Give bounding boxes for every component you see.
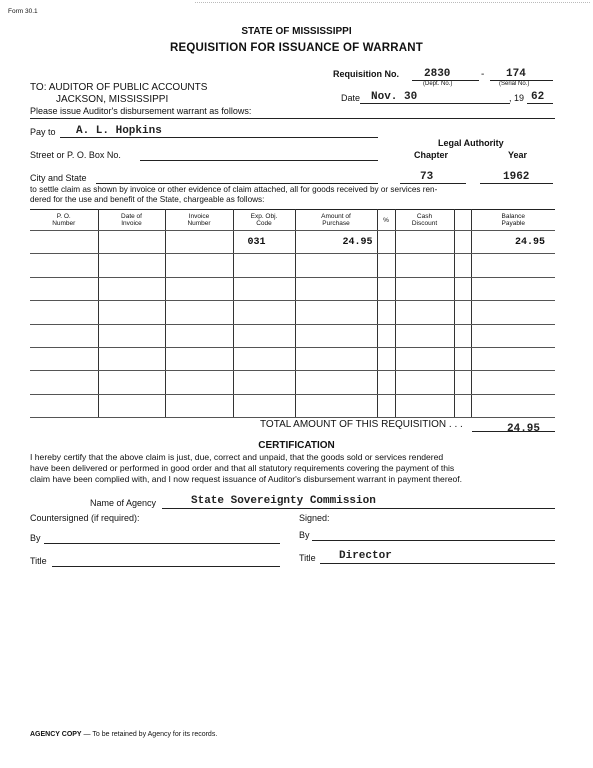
table-cell	[377, 324, 395, 347]
to-line-3: Please issue Auditor's disbursement warrant as follows:	[30, 106, 252, 116]
by-left-label: By	[30, 533, 41, 543]
pay-to-label: Pay to	[30, 127, 56, 137]
table-cell	[471, 324, 555, 347]
table-cell	[165, 277, 233, 300]
table-cell	[471, 371, 555, 394]
table-cell	[471, 254, 555, 277]
pay-to-line	[60, 137, 378, 138]
table-cell	[395, 394, 454, 417]
city-state-line	[96, 183, 378, 184]
table-cell	[165, 254, 233, 277]
settle-text-line-2: dered for the use and benefit of the State, chargeable as follows:	[30, 195, 265, 204]
title-right-label: Title	[299, 553, 316, 563]
charge-table	[30, 209, 555, 418]
table-cell	[377, 277, 395, 300]
date-label: Date	[341, 93, 361, 103]
total-label: TOTAL AMOUNT OF THIS REQUISITION . . .	[260, 419, 463, 430]
table-cell-amount: 24.95	[295, 231, 377, 254]
date-value: Nov. 30	[371, 91, 418, 103]
table-cell	[377, 231, 395, 254]
countersigned-label: Countersigned (if required):	[30, 513, 140, 523]
certification-heading: CERTIFICATION	[258, 440, 335, 451]
table-cell	[454, 231, 471, 254]
table-cell	[454, 347, 471, 370]
table-header-row	[30, 210, 555, 231]
year-label: Year	[508, 150, 528, 160]
state-heading: STATE OF MISSISSIPPI	[241, 26, 352, 37]
table-cell	[395, 254, 454, 277]
table-cell	[454, 371, 471, 394]
table-cell	[454, 324, 471, 347]
table-cell	[165, 371, 233, 394]
table-cell	[233, 301, 295, 324]
table-cell	[233, 324, 295, 347]
table-row	[30, 347, 555, 370]
table-cell	[395, 301, 454, 324]
authority-year-value: 1962	[503, 171, 530, 183]
certification-line-2: have been delivered or performed in good order and that all statutory requirements covering the payment of this	[30, 463, 455, 473]
requisition-dash: -	[481, 69, 485, 80]
authority-year-line	[480, 183, 553, 184]
form-number: Form 30.1	[8, 8, 38, 15]
table-cell	[295, 324, 377, 347]
table-cell	[454, 394, 471, 417]
col-header-cash-discount: Cash Discount	[395, 210, 454, 231]
table-cell	[395, 347, 454, 370]
table-cell	[295, 301, 377, 324]
chapter-line	[400, 183, 466, 184]
table-cell	[295, 347, 377, 370]
title-left-line	[52, 566, 280, 567]
table-cell-balance: 24.95	[471, 231, 555, 254]
table-row	[30, 277, 555, 300]
table-cell	[377, 254, 395, 277]
table-cell	[98, 347, 165, 370]
table-cell	[395, 371, 454, 394]
table-cell	[165, 231, 233, 254]
table-cell	[233, 347, 295, 370]
table-cell	[98, 394, 165, 417]
col-header-amount-of-purchase: Amount of Purchase	[295, 210, 377, 231]
table-cell	[395, 324, 454, 347]
table-cell	[377, 394, 395, 417]
agency-value: State Sovereignty Commission	[191, 495, 376, 507]
table-cell-exp-code: 031	[233, 231, 295, 254]
serial-no-value: 174	[506, 68, 526, 80]
table-cell	[30, 324, 98, 347]
title-right-value: Director	[339, 550, 392, 562]
table-cell	[295, 371, 377, 394]
col-header-po-number: P. O. Number	[30, 210, 98, 231]
table-row	[30, 371, 555, 394]
to-line-1: TO: AUDITOR OF PUBLIC ACCOUNTS	[30, 82, 208, 93]
table-cell	[377, 301, 395, 324]
table-cell	[165, 347, 233, 370]
table-cell	[233, 371, 295, 394]
table-cell	[30, 254, 98, 277]
date-year-prefix: , 19	[509, 93, 525, 103]
dept-no-caption: (Dept. No.)	[423, 81, 453, 87]
header-rule	[30, 118, 555, 119]
agency-copy-text: — To be retained by Agency for its records.	[81, 731, 218, 738]
total-value: 24.95	[507, 423, 541, 435]
form-title: REQUISITION FOR ISSUANCE OF WARRANT	[170, 42, 423, 54]
year-line	[527, 103, 553, 104]
certification-line-1: I hereby certify that the above claim is just, due, correct and unpaid, that the goods sold or services rendered	[30, 452, 444, 462]
top-perforation	[195, 2, 590, 3]
table-row	[30, 324, 555, 347]
table-cell	[30, 394, 98, 417]
legal-authority-heading: Legal Authority	[438, 138, 504, 148]
table-cell	[395, 277, 454, 300]
table-cell	[30, 231, 98, 254]
col-header-balance-payable: Balance Payable	[471, 210, 555, 231]
serial-no-caption: (Serial No.)	[499, 81, 530, 87]
col-header-date-of-invoice: Date of Invoice	[98, 210, 165, 231]
table-cell	[165, 301, 233, 324]
table-cell	[30, 371, 98, 394]
by-left-line	[44, 543, 280, 544]
table-cell	[295, 394, 377, 417]
chapter-label: Chapter	[414, 150, 449, 160]
table-cell	[395, 231, 454, 254]
table-cell	[98, 254, 165, 277]
date-year-value: 62	[531, 91, 545, 103]
requisition-label: Requisition No.	[333, 69, 399, 79]
table-cell	[377, 347, 395, 370]
table-cell	[30, 277, 98, 300]
table-cell	[98, 301, 165, 324]
table-cell	[471, 301, 555, 324]
chapter-value: 73	[420, 171, 434, 183]
date-line	[360, 103, 510, 104]
by-right-line	[312, 540, 555, 541]
table-cell	[98, 324, 165, 347]
table-cell	[377, 371, 395, 394]
table-row	[30, 254, 555, 277]
agency-copy-label: AGENCY COPY	[30, 731, 82, 738]
col-header-percent: %	[377, 210, 395, 231]
table-cell	[233, 254, 295, 277]
agency-label: Name of Agency	[90, 498, 157, 508]
table-cell	[30, 301, 98, 324]
signed-label: Signed:	[299, 513, 330, 523]
col-header-exp-obj-code: Exp. Obj. Code	[233, 210, 295, 231]
table-cell	[471, 277, 555, 300]
table-cell	[233, 277, 295, 300]
table-row	[30, 231, 555, 254]
by-right-label: By	[299, 530, 310, 540]
title-left-label: Title	[30, 556, 47, 566]
table-cell	[233, 394, 295, 417]
table-cell	[98, 371, 165, 394]
dept-no-value: 2830	[424, 68, 451, 80]
city-state-label: City and State	[30, 173, 87, 183]
table-cell	[30, 347, 98, 370]
table-cell	[454, 277, 471, 300]
certification-line-3: claim have been complied with, and I now request issuance of Auditor's disbursement warrant in payment thereof.	[30, 474, 463, 484]
street-label: Street or P. O. Box No.	[30, 150, 121, 160]
table-cell	[165, 324, 233, 347]
settle-text-line-1: to settle claim as shown by invoice or other evidence of claim attached, all for goods received by or services ren-	[30, 185, 438, 194]
title-right-line	[320, 563, 555, 564]
table-cell	[454, 254, 471, 277]
table-row	[30, 301, 555, 324]
table-cell	[471, 394, 555, 417]
table-cell	[98, 277, 165, 300]
table-cell	[98, 231, 165, 254]
table-cell	[165, 394, 233, 417]
agency-line	[162, 508, 555, 509]
table-cell	[454, 301, 471, 324]
table-row	[30, 394, 555, 417]
pay-to-value: A. L. Hopkins	[76, 125, 162, 137]
footer-note	[30, 731, 217, 738]
table-cell	[295, 254, 377, 277]
to-line-2: JACKSON, MISSISSIPPI	[56, 94, 169, 105]
col-header-invoice-number: Invoice Number	[165, 210, 233, 231]
table-cell	[471, 347, 555, 370]
col-header-blank	[454, 210, 471, 231]
table-cell	[295, 277, 377, 300]
street-line	[140, 160, 378, 161]
